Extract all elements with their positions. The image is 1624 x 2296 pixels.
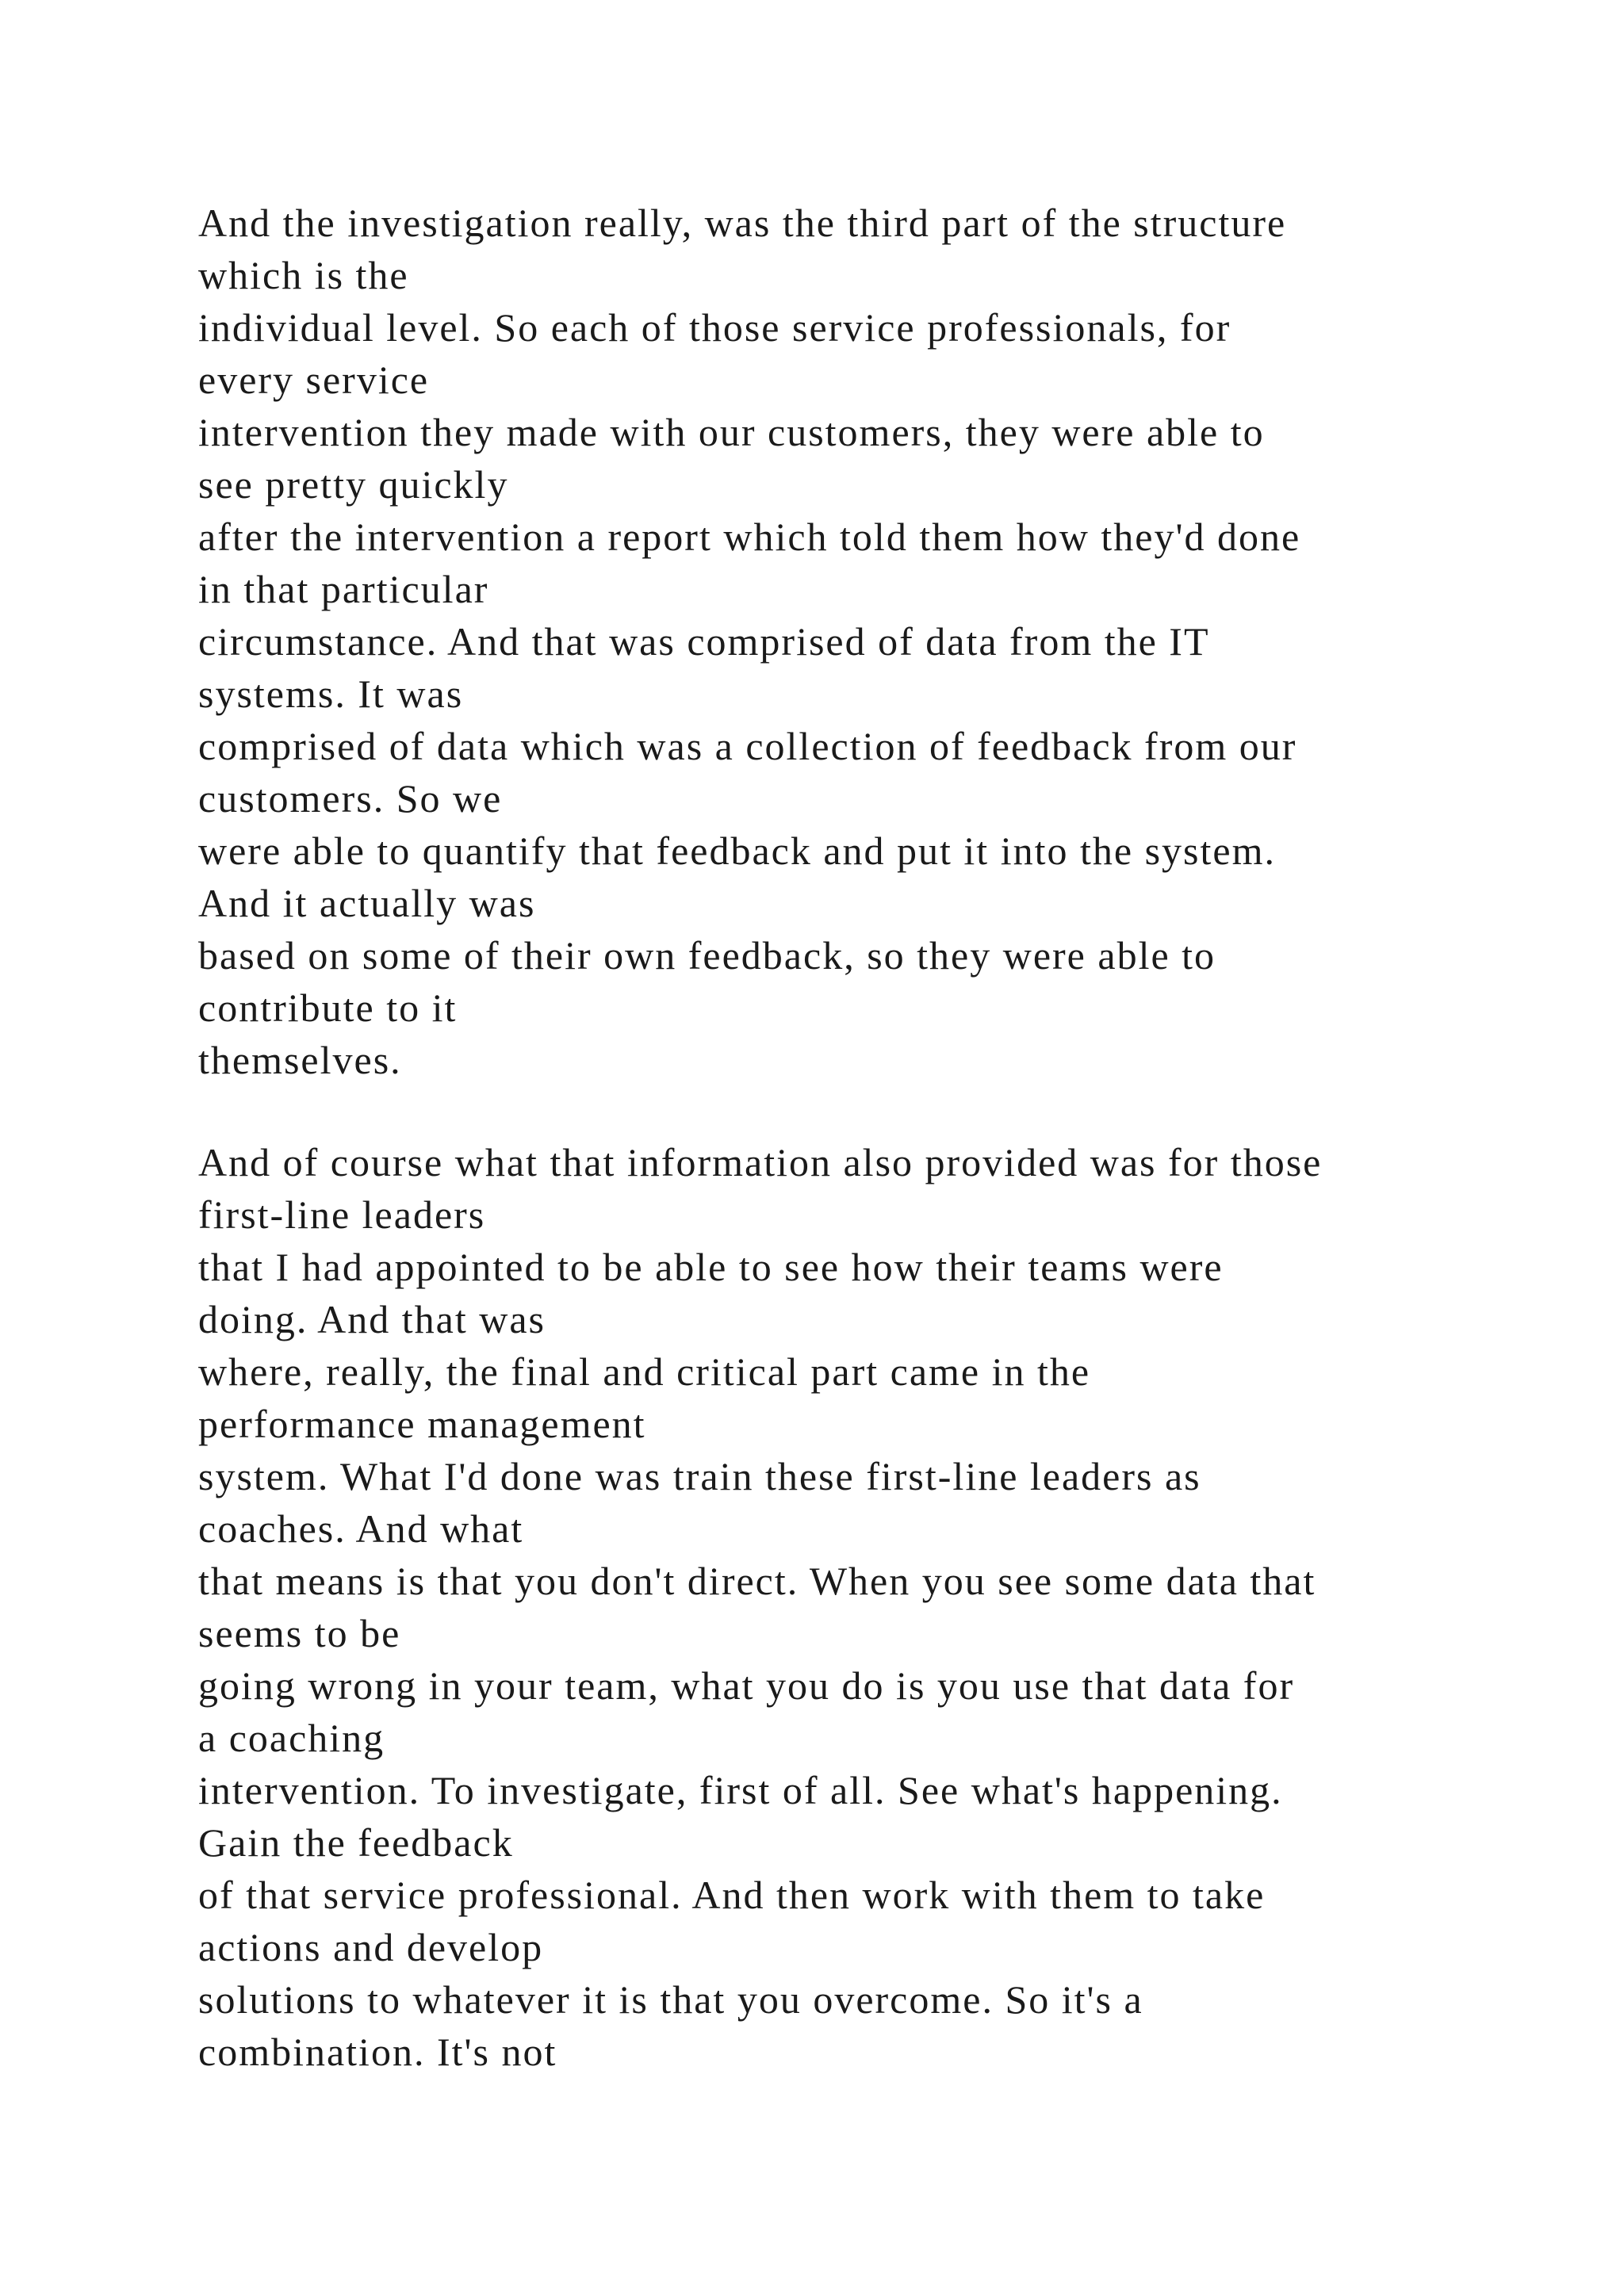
text-line: And it actually was [198, 881, 536, 925]
text-line: in that particular [198, 567, 489, 611]
text-line: first-line leaders [198, 1192, 486, 1237]
text-line: going wrong in your team, what you do is you use that data for [198, 1663, 1295, 1708]
paragraph-1 [198, 197, 1483, 1086]
text-line: after the intervention a report which told them how they'd done [198, 515, 1301, 559]
text-line: customers. So we [198, 776, 503, 821]
text-line: a coaching [198, 1716, 385, 1760]
text-line: coaches. And what [198, 1506, 524, 1551]
text-line: contribute to it [198, 985, 458, 1030]
text-line: that means is that you don't direct. When you see some data that [198, 1559, 1316, 1603]
text-line: And of course what that information also provided was for those [198, 1140, 1323, 1184]
text-line: Gain the feedback [198, 1820, 514, 1865]
text-line: comprised of data which was a collection of feedback from our [198, 724, 1297, 768]
text-line: doing. And that was [198, 1297, 546, 1341]
text-line: individual level. So each of those service professionals, for [198, 305, 1231, 350]
paragraph-2 [198, 1136, 1483, 2078]
text-line: intervention. To investigate, first of all. See what's happening. [198, 1768, 1283, 1812]
text-line: combination. It's not [198, 2030, 557, 2074]
text-line: that I had appointed to be able to see how their teams were [198, 1245, 1224, 1289]
text-line: of that service professional. And then work with them to take [198, 1873, 1266, 1917]
text-line: system. What I'd done was train these first-line leaders as [198, 1454, 1201, 1498]
text-line: circumstance. And that was comprised of data from the IT [198, 619, 1210, 664]
text-line: solutions to whatever it is that you overcome. So it's a [198, 1977, 1143, 2022]
text-line: systems. It was [198, 672, 464, 716]
text-line: themselves. [198, 1038, 402, 1082]
text-line: every service [198, 358, 430, 402]
text-line: And the investigation really, was the third part of the structure [198, 201, 1287, 245]
text-line: see pretty quickly [198, 462, 509, 507]
text-line: seems to be [198, 1611, 401, 1655]
text-line: which is the [198, 253, 409, 297]
text-line: intervention they made with our customers, they were able to [198, 410, 1265, 454]
text-line: actions and develop [198, 1925, 544, 1969]
text-line: were able to quantify that feedback and put it into the system. [198, 828, 1276, 873]
text-line: based on some of their own feedback, so they were able to [198, 933, 1216, 978]
text-line: where, really, the final and critical part came in the [198, 1349, 1091, 1394]
text-line: performance management [198, 1402, 646, 1446]
